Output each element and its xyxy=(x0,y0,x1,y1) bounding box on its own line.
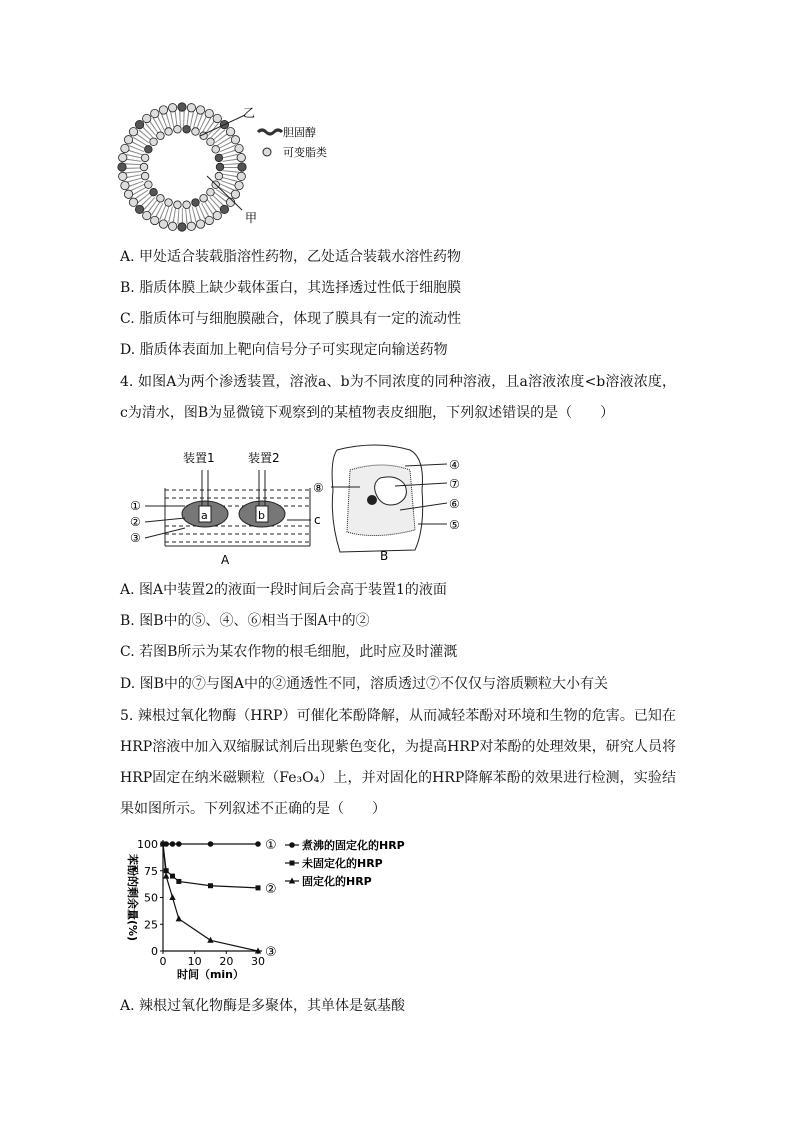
lipid-head xyxy=(205,216,213,224)
lipid-head xyxy=(220,205,228,213)
marker-4: ④ xyxy=(449,458,460,472)
osmosis-apparatus-figure xyxy=(130,450,321,567)
figB-caption: B xyxy=(380,549,389,563)
lipid-head xyxy=(237,153,245,161)
lipid-head xyxy=(231,190,239,198)
lipid-head xyxy=(237,172,245,180)
cholesterol-legend-icon xyxy=(258,130,282,134)
liposome-diagram xyxy=(115,100,375,240)
q4-stem: 4. 如图A为两个渗透装置，溶液a、b为不同浓度的同种溶液，且a溶液浓度<b溶液浓度，c为清水，图B为显微镜下观察到的某植物表皮细胞，下列叙述错误的是（ ） xyxy=(120,374,676,421)
legend-cholesterol: 胆固醇 xyxy=(283,126,316,139)
q5-option-a: A. 辣根过氧化物酶是多聚体，其单体是氨基酸 xyxy=(120,998,406,1014)
q5-stem: 5. 辣根过氧化物酶（HRP）可催化苯酚降解，从而减轻苯酚对环境和生物的危害。已知在HRP溶液中加入双缩脲试剂后出现紫色变化，为提高HRP对苯酚的处理效果，研究人员将HRP固定在纳米磁颗粒（Fe₃O₄）上，并对固化的HRP降解苯酚的效果进行检测，实验结果如图所示。下列叙述不正确的是（ ） xyxy=(120,708,676,817)
data-point-circle xyxy=(255,841,261,847)
data-point-circle xyxy=(170,841,176,847)
data-point-square xyxy=(256,885,261,890)
liposome-figure xyxy=(115,100,375,240)
lipid-head xyxy=(207,138,215,146)
marker-5: ⑤ xyxy=(449,518,460,532)
q4-option-d: D. 图B中的⑦与图A中的②通透性不同，溶质透过⑦不仅仅与溶质颗粒大小有关 xyxy=(120,676,609,692)
lipid-head xyxy=(157,194,165,202)
lipid-head xyxy=(215,172,223,180)
lipid-head xyxy=(235,181,243,189)
q3-option-d: D. 脂质体表面加上靶向信号分子可实现定向输送药物 xyxy=(120,342,448,358)
data-point-triangle xyxy=(169,894,175,900)
lipid-head xyxy=(192,199,200,207)
water-c-label: c xyxy=(314,513,321,527)
plant-cell-figure xyxy=(313,445,460,563)
legend-label: 未固定化的HRP xyxy=(302,857,383,870)
hrp-line-chart xyxy=(115,828,435,988)
data-point-square xyxy=(170,874,175,879)
lipid-head xyxy=(119,153,127,161)
lipid-head xyxy=(121,144,129,152)
lipid-head xyxy=(196,106,204,114)
marker-7: ⑦ xyxy=(449,477,460,491)
legend-lipid: 可变脂类 xyxy=(283,146,327,159)
lipid-head xyxy=(165,128,173,136)
figA-caption: A xyxy=(221,553,230,567)
lipid-head xyxy=(174,125,182,133)
lipid-head xyxy=(150,138,158,146)
marker-2: ② xyxy=(130,515,141,529)
data-point-square xyxy=(176,879,181,884)
lipid-head xyxy=(187,104,195,112)
device1-label: 装置1 xyxy=(183,451,215,465)
lipid-head xyxy=(135,120,143,128)
x-tick-label: 20 xyxy=(219,955,234,968)
lipid-head xyxy=(159,106,167,114)
legend-label: 煮沸的固定化的HRP xyxy=(302,839,405,852)
x-tick-label: 10 xyxy=(187,955,202,968)
lipid-head xyxy=(205,109,213,117)
y-tick-label: 25 xyxy=(144,918,158,932)
y-tick-label: 0 xyxy=(151,945,158,958)
q3-option-c: C. 脂质体可与细胞膜融合，体现了膜具有一定的流动性 xyxy=(120,311,462,327)
lipid-head xyxy=(145,146,153,154)
lipid-head xyxy=(238,163,246,171)
legend-marker xyxy=(289,842,295,848)
lipid-head xyxy=(183,201,191,209)
data-point-triangle xyxy=(207,937,213,943)
lipid-head xyxy=(143,211,151,219)
lipid-head xyxy=(235,144,243,152)
lipid-head xyxy=(145,181,153,189)
lipid-head xyxy=(200,194,208,202)
lipid-head xyxy=(207,188,215,196)
q4-option-b: B. 图B中的⑤、④、⑥相当于图A中的② xyxy=(120,613,370,629)
lipid-head xyxy=(215,154,223,162)
lipid-head xyxy=(216,163,224,171)
series-line xyxy=(163,844,258,951)
lipid-head xyxy=(121,181,129,189)
series-tag: ③ xyxy=(265,945,277,960)
data-point-square xyxy=(208,883,213,888)
solution-a-label: a xyxy=(201,509,208,522)
lipid-head xyxy=(168,104,176,112)
legend-marker xyxy=(290,861,295,866)
marker-8: ⑧ xyxy=(313,481,324,495)
lipid-head xyxy=(212,146,220,154)
lipid-head xyxy=(150,188,158,196)
lipid-head xyxy=(140,163,148,171)
hrp-chart xyxy=(115,828,435,988)
lipid-head xyxy=(168,222,176,230)
marker-1: ① xyxy=(130,499,141,513)
data-point-triangle xyxy=(163,873,169,879)
lipid-head xyxy=(213,211,221,219)
y-tick-label: 50 xyxy=(144,891,158,905)
y-tick-label: 100 xyxy=(137,838,158,851)
lipid-head xyxy=(183,125,191,133)
q4-option-c: C. 若图B所示为某农作物的根毛细胞，此时应及时灌溉 xyxy=(120,644,458,660)
x-tick-label: 0 xyxy=(159,955,167,968)
lipid-head xyxy=(226,128,234,136)
legend-label: 固定化的HRP xyxy=(302,875,372,888)
marker-6: ⑥ xyxy=(449,497,460,511)
y-tick-label: 75 xyxy=(144,864,158,878)
lipid-head xyxy=(165,199,173,207)
nucleus xyxy=(367,495,377,505)
lipid-head xyxy=(129,198,137,206)
series-tag: ① xyxy=(265,838,277,853)
series-tag: ② xyxy=(265,881,277,897)
q3-option-a: A. 甲处适合装载脂溶性药物，乙处适合装载水溶性药物 xyxy=(120,249,462,265)
data-point-triangle xyxy=(176,915,182,921)
x-axis-label: 时间（min） xyxy=(176,968,245,981)
lipid-head xyxy=(157,132,165,140)
lipid-head xyxy=(141,154,149,162)
lipid-head xyxy=(151,109,159,117)
lipid-head xyxy=(141,172,149,180)
device2-label: 装置2 xyxy=(248,451,280,465)
lipid-head xyxy=(151,216,159,224)
data-point-circle xyxy=(176,841,182,847)
lipid-head xyxy=(231,136,239,144)
q4-figure xyxy=(125,440,505,570)
lipid-head xyxy=(129,128,137,136)
lipid-head xyxy=(119,172,127,180)
lipid-head xyxy=(213,114,221,122)
x-tick-label: 30 xyxy=(251,955,265,968)
y-axis-label: 苯酚的剩余量(%) xyxy=(126,853,139,942)
lipid-head xyxy=(118,163,126,171)
lipid-head xyxy=(124,190,132,198)
lipid-head xyxy=(187,222,195,230)
lipid-head xyxy=(196,220,204,228)
q3-option-b: B. 脂质体膜上缺少载体蛋白，其选择透过性低于细胞膜 xyxy=(120,280,462,296)
lipid-head xyxy=(178,103,186,111)
label-yi: 乙 xyxy=(243,106,256,120)
lipid-head xyxy=(135,205,143,213)
lipid-head xyxy=(178,223,186,231)
lipid-head xyxy=(159,220,167,228)
marker-3: ③ xyxy=(130,531,141,545)
q4-option-a: A. 图A中装置2的液面一段时间后会高于装置1的液面 xyxy=(120,582,447,598)
label-jia: 甲 xyxy=(245,211,258,225)
lipid-head xyxy=(124,136,132,144)
lipid-legend-icon xyxy=(263,148,271,156)
solution-b-label: b xyxy=(258,509,265,522)
lipid-head xyxy=(192,128,200,136)
lipid-head xyxy=(143,114,151,122)
data-point-circle xyxy=(208,841,214,847)
lipid-head xyxy=(174,201,182,209)
